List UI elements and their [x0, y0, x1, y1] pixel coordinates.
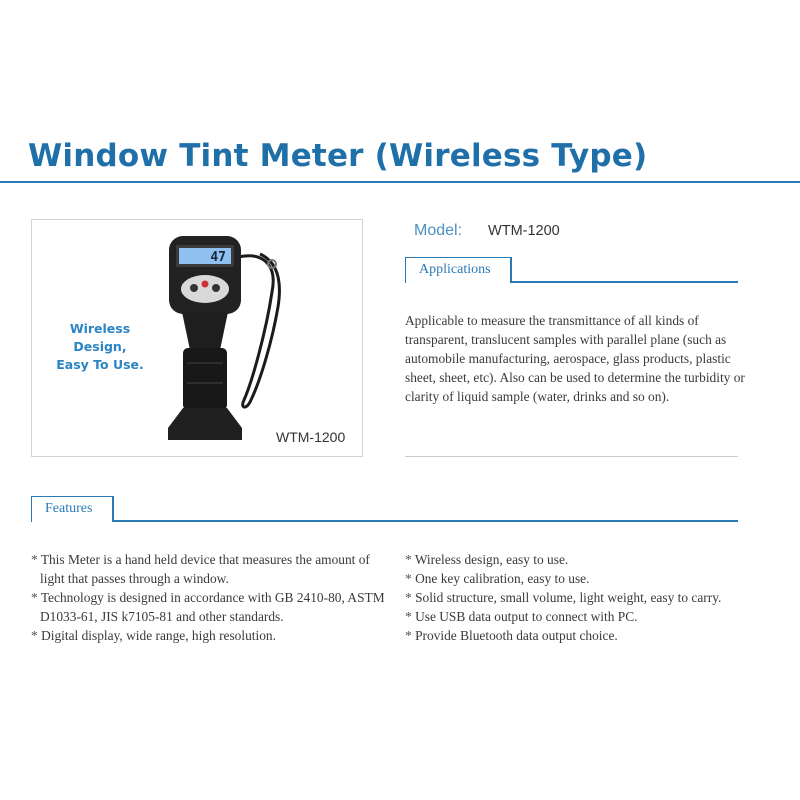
features-divider [31, 520, 738, 522]
features-heading: Features [31, 496, 114, 522]
features-list-right [405, 550, 775, 645]
section-divider [405, 456, 738, 457]
product-image-panel [31, 219, 363, 457]
title-divider [0, 181, 800, 183]
promo-text [42, 320, 158, 374]
feature-item: * This Meter is a hand held device that measures the amount of light that passes through a window. [31, 552, 370, 586]
features-list-left [31, 550, 386, 645]
feature-item: * Use USB data output to connect with PC. [405, 609, 638, 624]
applications-text: Applicable to measure the transmittance of all kinds of transparent, translucent samples with parallel plane (such as automobile manufacturing, aerospace, glass products, plastic sheet, sheet, etc). Also can be used to determine the turbidity or clarity of liquid sample (water, drinks and so on). [405, 313, 745, 404]
feature-item: * Wireless design, easy to use. [405, 552, 569, 567]
feature-item: * Technology is designed in accordance with GB 2410-80, ASTM D1033-61, JIS k7105-81 and other standards. [31, 590, 385, 624]
lcd-reading: 47 [210, 250, 226, 265]
feature-item: * Provide Bluetooth data output choice. [405, 628, 618, 643]
page-title: Window Tint Meter (Wireless Type) [28, 138, 648, 174]
feature-item: * Digital display, wide range, high resolution. [31, 628, 276, 643]
feature-item: * One key calibration, easy to use. [405, 571, 590, 586]
control-panel [181, 275, 229, 303]
model-line [414, 222, 560, 240]
model-label: Model: [414, 222, 463, 239]
feature-item: * Solid structure, small volume, light weight, easy to carry. [405, 590, 722, 605]
model-value: WTM-1200 [488, 223, 560, 239]
tint-meter-device-image [160, 232, 310, 442]
promo-line-2: Easy To Use. [56, 357, 144, 372]
promo-line-1: Wireless Design, [69, 321, 131, 354]
product-model-caption: WTM-1200 [276, 429, 346, 445]
applications-heading: Applications [405, 257, 512, 283]
